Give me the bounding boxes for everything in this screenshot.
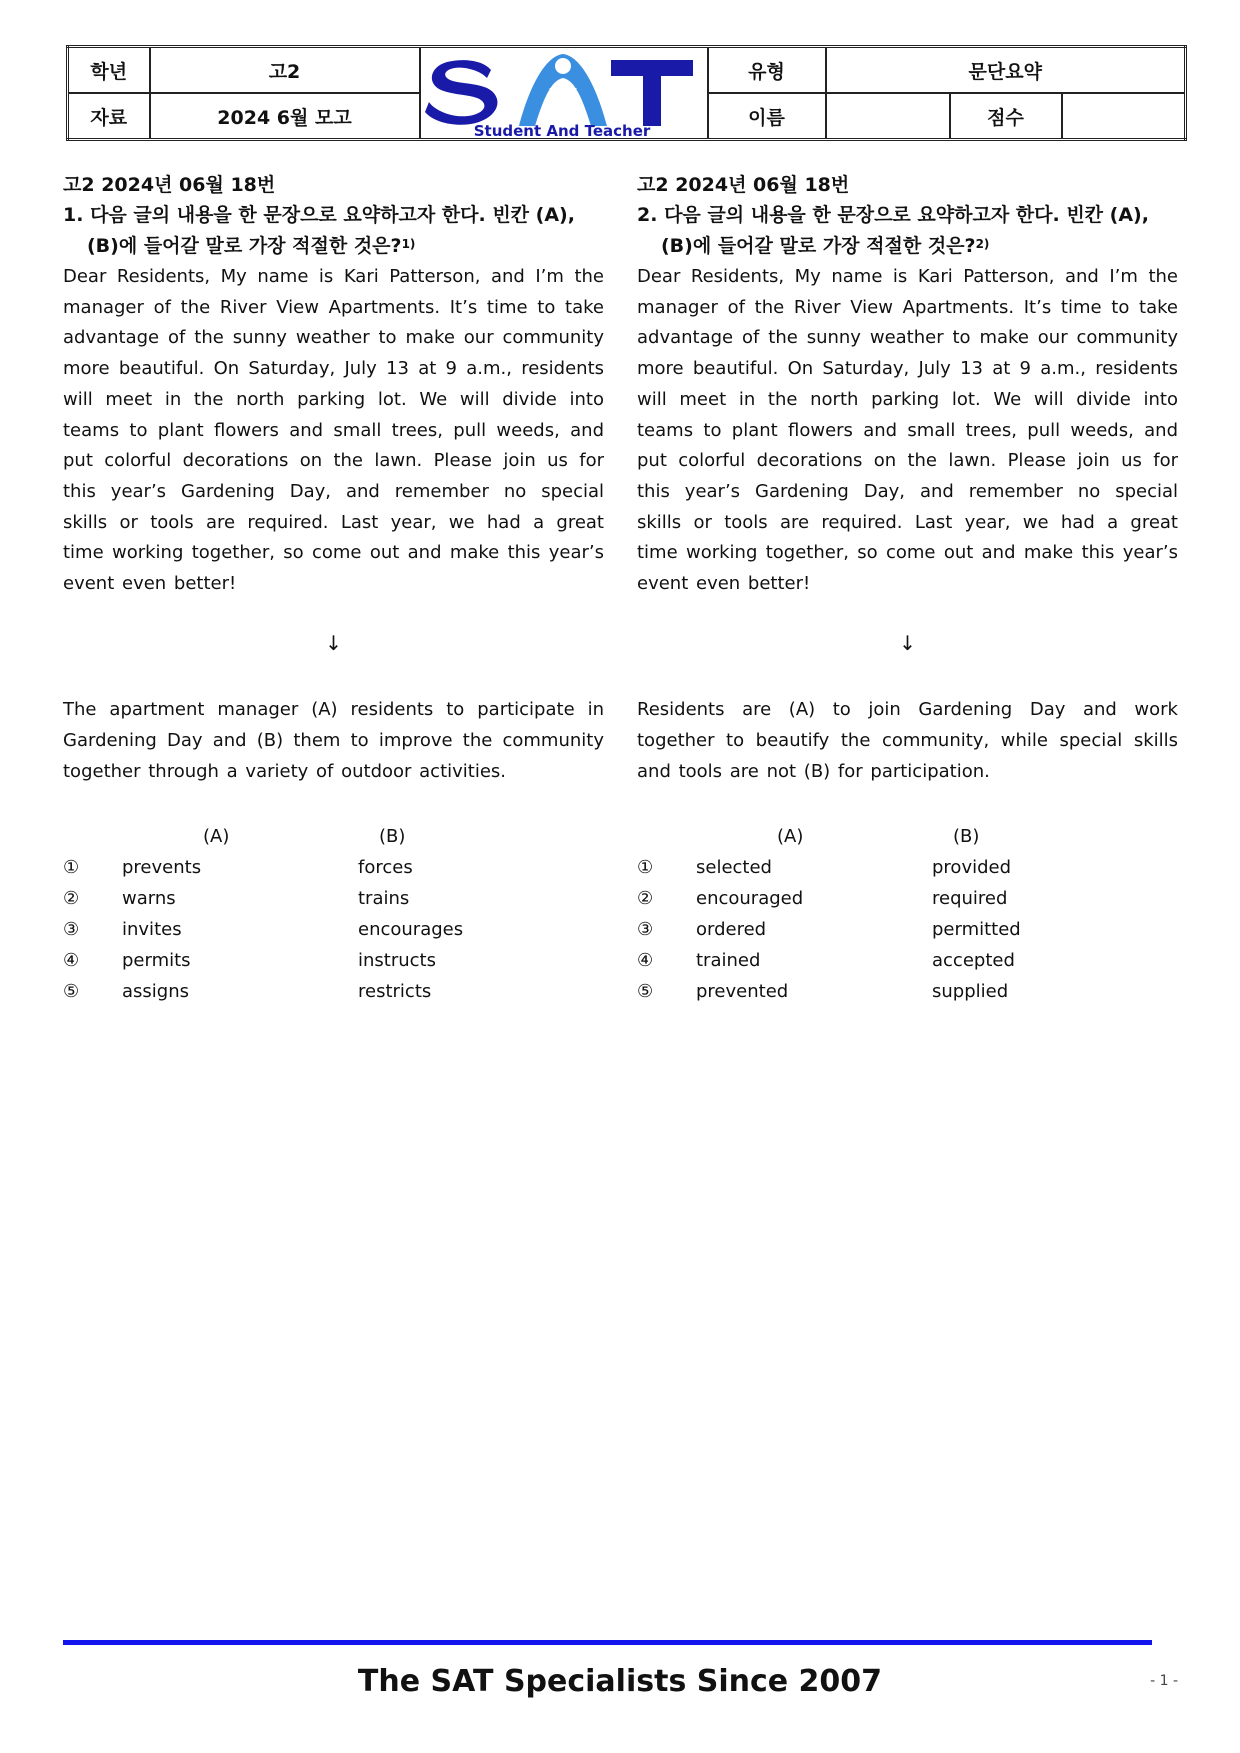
choice-option[interactable] (637, 852, 1178, 883)
score-field[interactable] (1062, 93, 1186, 140)
sat-logo (421, 48, 703, 138)
header-table (66, 45, 1187, 141)
choice-option[interactable] (637, 976, 1178, 1007)
type-label: 유형 (708, 47, 826, 94)
score-label: 점수 (950, 93, 1062, 140)
choice-b: supplied (932, 980, 1009, 1002)
prompt-line1: 다음 글의 내용을 한 문장으로 요약하고자 한다. 빈칸 (A), (664, 204, 1149, 226)
choice-a: trained (696, 949, 761, 971)
choice-option[interactable] (63, 914, 604, 945)
summary-sentence: Residents are (A) to join Gardening Day and work together to beautify the community, while special skills and tools are not (B) for participation. (637, 698, 1178, 782)
choices-list (63, 821, 604, 1007)
choices-header (63, 821, 604, 852)
grade-value: 고2 (150, 47, 420, 94)
choice-a: invites (122, 918, 182, 940)
choice-a: prevents (122, 856, 202, 878)
choice-option[interactable] (63, 852, 604, 883)
choice-a: permits (122, 949, 191, 971)
choice-number: ② (63, 887, 80, 909)
choice-number: ① (63, 856, 80, 878)
choice-a: prevented (696, 980, 789, 1002)
choice-number: ③ (637, 918, 654, 940)
question-prompt (637, 200, 1178, 231)
choice-number: ⑤ (63, 980, 80, 1002)
column-b-header: (B) (379, 825, 406, 847)
choice-a: selected (696, 856, 772, 878)
choice-a: warns (122, 887, 176, 909)
source-label: 자료 (68, 93, 150, 140)
choice-a: ordered (696, 918, 767, 940)
choice-option[interactable] (637, 914, 1178, 945)
choice-option[interactable] (637, 883, 1178, 914)
choice-number: ④ (63, 949, 80, 971)
choices-list (637, 821, 1178, 1007)
choice-option[interactable] (637, 945, 1178, 976)
choice-b: required (932, 887, 1008, 909)
choice-b: forces (358, 856, 413, 878)
question-number: 1. (63, 204, 84, 226)
choice-b: instructs (358, 949, 436, 971)
choice-number: ④ (637, 949, 654, 971)
passage-text: Dear Residents, My name is Kari Patterson, and I’m the manager of the River View Apartments. It’s time to take advantage of the sunny weather to make our community more beautiful. On Saturday, July 13 at 9 a.m., residents will meet in the north parking lot. We will divide into teams to plant flowers and small trees, pull weeds, and put colorful decorations on the lawn. Please join us for this year’s Gardening Day, and remember no special skills or tools are required. Last year, we had a great time working together, so come out and make this year’s event even better! (637, 266, 1178, 595)
choice-a: encouraged (696, 887, 804, 909)
choice-number: ① (637, 856, 654, 878)
choice-number: ③ (63, 918, 80, 940)
question-1 (63, 170, 604, 1007)
choice-b: restricts (358, 980, 432, 1002)
prompt-line2-wrap (63, 231, 604, 262)
choice-a: assigns (122, 980, 189, 1002)
column-a-header: (A) (203, 825, 230, 847)
choice-b: encourages (358, 918, 464, 940)
name-field[interactable] (826, 93, 950, 140)
prompt-line1: 다음 글의 내용을 한 문장으로 요약하고자 한다. 빈칸 (A), (90, 204, 575, 226)
name-label: 이름 (708, 93, 826, 140)
column-b-header: (B) (953, 825, 980, 847)
prompt-line2: (B)에 들어갈 말로 가장 적절한 것은? (661, 235, 976, 257)
down-arrow-icon: ↓ (325, 630, 342, 655)
prompt-line2-wrap (637, 231, 1178, 262)
choice-number: ② (637, 887, 654, 909)
summary-sentence: The apartment manager (A) residents to participate in Gardening Day and (B) them to improve the community together through a variety of outdoor activities. (63, 698, 604, 782)
logo-tagline: Student And Teacher (473, 122, 650, 138)
page-number: - 1 - (1150, 1673, 1178, 1689)
choice-b: trains (358, 887, 410, 909)
choices-header (637, 821, 1178, 852)
choice-b: accepted (932, 949, 1015, 971)
choice-b: provided (932, 856, 1012, 878)
source-value: 2024 6월 모고 (150, 93, 420, 140)
choice-number: ⑤ (637, 980, 654, 1002)
prompt-line2: (B)에 들어갈 말로 가장 적절한 것은? (87, 235, 402, 257)
question-number: 2. (637, 204, 658, 226)
question-2 (637, 170, 1178, 1007)
passage-text: Dear Residents, My name is Kari Patterson, and I’m the manager of the River View Apartments. It’s time to take advantage of the sunny weather to make our community more beautiful. On Saturday, July 13 at 9 a.m., residents will meet in the north parking lot. We will divide into teams to plant flowers and small trees, pull weeds, and put colorful decorations on the lawn. Please join us for this year’s Gardening Day, and remember no special skills or tools are required. Last year, we had a great time working together, so come out and make this year’s event even better! (63, 266, 604, 595)
question-source: 고2 2024년 06월 18번 (637, 174, 850, 196)
logo-cell (420, 47, 708, 140)
question-source: 고2 2024년 06월 18번 (63, 174, 276, 196)
footer-divider (63, 1640, 1152, 1645)
footnote-ref: 1) (401, 237, 416, 251)
question-prompt (63, 200, 604, 231)
down-arrow-icon: ↓ (899, 630, 916, 655)
footnote-ref: 2) (975, 237, 990, 251)
choice-b: permitted (932, 918, 1021, 940)
type-value: 문단요약 (826, 47, 1186, 94)
choice-option[interactable] (63, 945, 604, 976)
footer-slogan: The SAT Specialists Since 2007 (357, 1664, 883, 1699)
column-a-header: (A) (777, 825, 804, 847)
choice-option[interactable] (63, 883, 604, 914)
grade-label: 학년 (68, 47, 150, 94)
choice-option[interactable] (63, 976, 604, 1007)
